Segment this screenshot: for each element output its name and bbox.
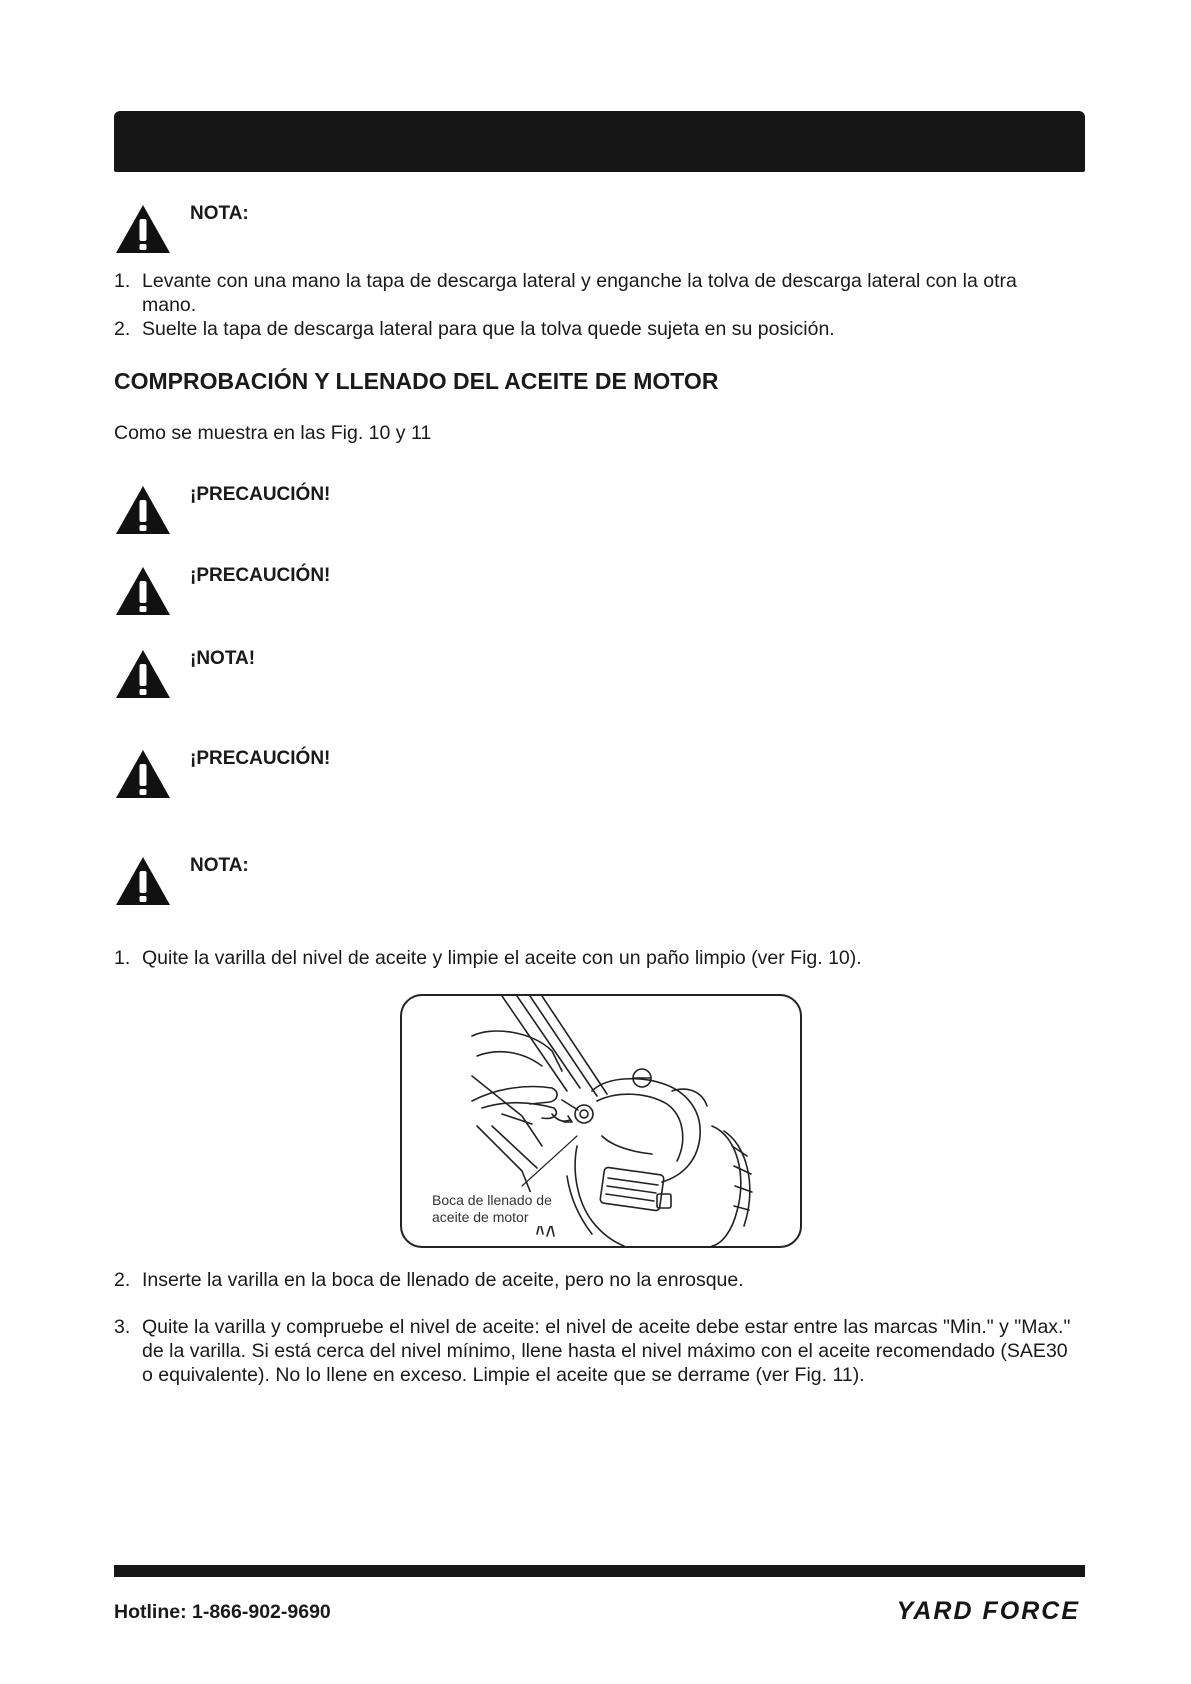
list-item bbox=[114, 1268, 1074, 1292]
step-number: 2. bbox=[114, 1269, 131, 1291]
warning-icon bbox=[114, 484, 172, 536]
nota-warning bbox=[114, 855, 249, 907]
list-item bbox=[114, 269, 1074, 317]
figure-label bbox=[432, 1192, 552, 1226]
warning-label: NOTA: bbox=[190, 203, 249, 224]
warning-icon bbox=[114, 648, 172, 700]
note-warning bbox=[114, 648, 256, 700]
caution-warning bbox=[114, 748, 331, 800]
caution-warning bbox=[114, 484, 331, 536]
step-text: Inserte la varilla en la boca de llenado de aceite, pero no la enrosque. bbox=[142, 1269, 744, 1291]
header-bar bbox=[114, 111, 1085, 172]
list-item bbox=[114, 946, 1074, 970]
warning-label: NOTA: bbox=[190, 855, 249, 876]
oil-step-2 bbox=[114, 1268, 1074, 1292]
warning-label: ¡PRECAUCIÓN! bbox=[190, 484, 331, 505]
warning-icon bbox=[114, 855, 172, 907]
figure-label-line: aceite de motor bbox=[432, 1209, 529, 1225]
figure-oil-fill bbox=[400, 994, 802, 1248]
list-item bbox=[114, 317, 1074, 341]
warning-icon bbox=[114, 203, 172, 255]
oil-step-1 bbox=[114, 946, 1074, 970]
section-intro: Como se muestra en las Fig. 10 y 11 bbox=[114, 422, 432, 444]
oil-step-3 bbox=[114, 1315, 1074, 1387]
section-title: COMPROBACIÓN Y LLENADO DEL ACEITE DE MOTOR bbox=[114, 368, 719, 394]
step-number: 3. bbox=[114, 1316, 131, 1338]
discharge-steps bbox=[114, 269, 1074, 341]
warning-icon bbox=[114, 565, 172, 617]
list-item bbox=[114, 1315, 1074, 1387]
warning-label: ¡PRECAUCIÓN! bbox=[190, 565, 331, 586]
step-number: 2. bbox=[114, 318, 131, 340]
warning-label: ¡PRECAUCIÓN! bbox=[190, 748, 331, 769]
step-text: Quite la varilla y compruebe el nivel de aceite: el nivel de aceite debe estar entre las marcas "Min." y "Max." de la varilla. Si está cerca del nivel mínimo, llene hasta el nivel máximo con el aceite recomendado (SAE30 o equivalente). No lo llene en exceso. Limpie el aceite que se derrame (ver Fig. 11). bbox=[142, 1316, 1071, 1386]
nota-warning bbox=[114, 203, 249, 255]
step-number: 1. bbox=[114, 270, 131, 292]
step-text: Quite la varilla del nivel de aceite y limpie el aceite con un paño limpio (ver Fig. 10). bbox=[142, 947, 862, 969]
caution-warning bbox=[114, 565, 331, 617]
warning-label: ¡NOTA! bbox=[190, 648, 256, 669]
figure-label-line: Boca de llenado de bbox=[432, 1192, 552, 1208]
warning-icon bbox=[114, 748, 172, 800]
step-text: Suelte la tapa de descarga lateral para que la tolva quede sujeta en su posición. bbox=[142, 318, 835, 340]
step-number: 1. bbox=[114, 947, 131, 969]
brand-logo: YARD FORCE bbox=[896, 1597, 1080, 1625]
hotline-text: Hotline: 1-866-902-9690 bbox=[114, 1601, 331, 1623]
step-text: Levante con una mano la tapa de descarga lateral y enganche la tolva de descarga lateral con la otra mano. bbox=[142, 270, 1017, 316]
footer-bar bbox=[114, 1565, 1085, 1577]
